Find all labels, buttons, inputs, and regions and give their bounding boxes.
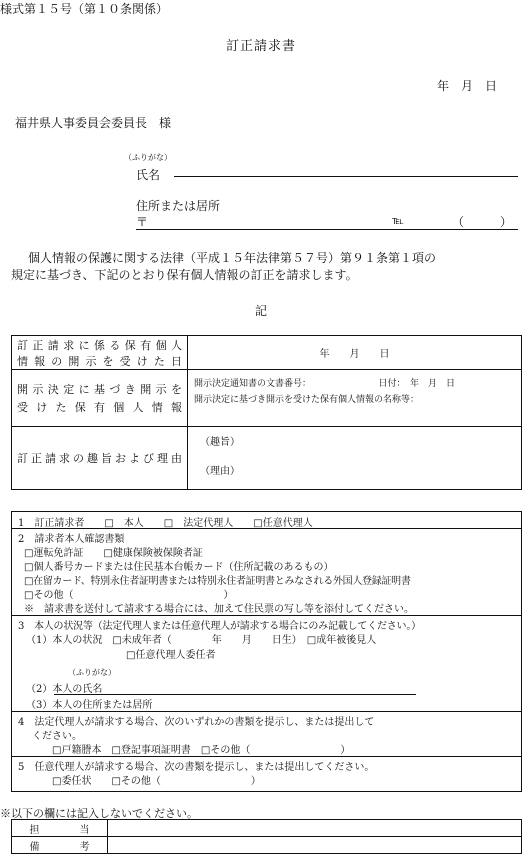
purpose-reason-label: 訂正請求の趣旨および理由 <box>12 427 188 490</box>
office-use-table <box>11 819 522 854</box>
purpose-reason-field[interactable]: （趣旨） （理由） <box>188 427 522 490</box>
received-date-field[interactable]: 年 月 日 <box>188 336 522 370</box>
intro-line-2: 規定に基づき、下記のとおり保有個人情報の訂正を請求します。 <box>11 268 358 282</box>
section-2-note: ※ 請求書を送付して請求する場合には、加えて住民票の写し等を添付してください。 <box>24 604 414 615</box>
page-title: 訂正請求書 <box>225 39 296 54</box>
requester-details-box <box>11 511 522 792</box>
name-label: 氏名 <box>136 168 161 182</box>
section-5-line-2[interactable]: □委任状 □その他（ ） <box>52 776 261 787</box>
section-1-requester[interactable]: 1 訂正請求者 □ 本人 □ 法定代理人 □任意代理人 <box>18 518 313 529</box>
section-3-line-3: （3）本人の住所または居所 <box>26 700 153 711</box>
tel-paren: （ ） <box>452 215 513 229</box>
intro-line-1: 個人情報の保護に関する法律（平成１５年法律第５７号）第９１条第１項の <box>28 251 437 265</box>
principal-name-field[interactable] <box>54 694 416 695</box>
name-field[interactable] <box>174 176 518 177</box>
address-label: 住所または居所 <box>136 199 221 213</box>
request-table <box>11 335 522 490</box>
postal-mark: 〒 <box>136 215 149 229</box>
section-2-line-3[interactable]: □在留カード、特別永住者証明書または特別永住者証明書とみなされる外国人登録証明書 <box>24 576 411 587</box>
furigana-label: （ふりがな） <box>124 153 172 162</box>
section-5-line-1: 5 任意代理人が請求する場合、次の書類を提示し、または提出してください。 <box>18 762 375 773</box>
section-2-line-4[interactable]: □その他（ ） <box>24 590 234 601</box>
tanto-field <box>108 820 522 837</box>
tel-mark: ℡ <box>392 214 404 227</box>
section-4-line-2: ください。 <box>32 731 82 742</box>
biko-field <box>108 837 522 854</box>
section-2-line-1[interactable]: □運転免許証 □健康保険被保険者証 <box>24 548 203 559</box>
disclosed-info-field[interactable]: 開示決定通知書の文書番号： 日付： 年 月 日 開示決定に基づき開示を受けた保有個人情報の名称等： <box>188 370 522 427</box>
ki-heading: 記 <box>254 304 267 318</box>
section-3-line-1b[interactable]: □任意代理人委任者 <box>126 650 216 661</box>
tanto-label: 担 当 <box>12 820 108 837</box>
footer-note: ※以下の欄には記入しないでください。 <box>0 807 198 820</box>
section-3-line-1[interactable]: （1）本人の状況 □未成年者（ 年 月 日生） □成年被後見人 <box>26 635 377 646</box>
addressee: 福井県人事委員会委員長 様 <box>15 116 172 130</box>
section-4-line-3[interactable]: □戸籍謄本 □登記事項証明書 □その他（ ） <box>52 745 351 756</box>
section-2-line-2[interactable]: □個人番号カードまたは住民基本台帳カード（住所記載のあるもの） <box>24 562 334 573</box>
section-4-line-1: 4 法定代理人が請求する場合、次のいずれかの書類を提示し、または提出して <box>18 717 375 728</box>
disclosed-info-label: 開示決定に基づき開示を 受けた保有個人情報 <box>12 370 188 427</box>
section-3-furigana: （ふりがな） <box>68 668 116 677</box>
biko-label: 備 考 <box>12 837 108 854</box>
address-field[interactable] <box>136 229 518 230</box>
date-line: 年 月 日 <box>437 79 498 93</box>
section-3-heading: 3 本人の状況等（法定代理人または任意代理人が請求する場合にのみ記載してください。） <box>18 621 421 632</box>
form-number: 様式第１５号（第１０条関係） <box>0 2 169 16</box>
section-3-line-2: （2）本人の氏名 <box>26 684 103 695</box>
section-2-heading: 2 請求者本人確認書類 <box>18 534 125 545</box>
received-date-label: 訂正請求に係る保有個人 情報の開示を受けた日 <box>12 336 188 370</box>
